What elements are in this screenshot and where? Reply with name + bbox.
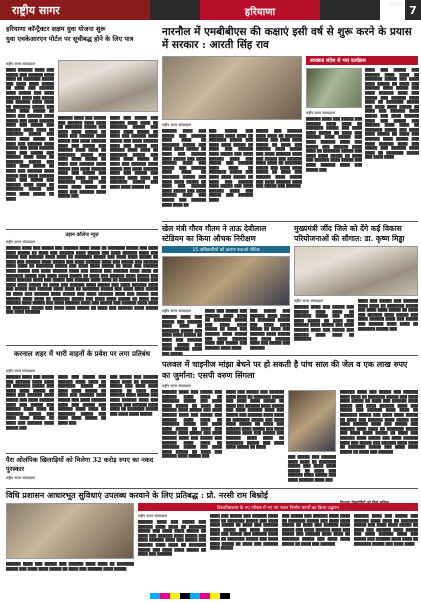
headline-palwal: पलवल में चाइनीज मांझा बेचने पर हो सकती है पांच साल की जेल व एक लाख रुपए का जुर्माना: एसपी वरुण सिंगला [162, 359, 408, 380]
column-university-1: ██████ ████ ███ █████ ███ ██████ ████ ████ ██ ███████ █████ ███ ████ ████ █████ ██ ████ ███ ██████ ████ █████ ███ ████ ██████ ████ ███ █████ ███ ██████ ████ ████ ██ ███████ █████ ███ ████ ████ █████ ██ ████ ███ ██████ [138, 520, 206, 557]
byline-university: राष्ट्रीय सागर संवाददाता [138, 514, 168, 518]
column-karnal-1: ██████ ████ ███ █████ ███ ██████ ████ ████ ██ ███████ █████ ███ ████ ████ █████ ██ ████ ███ ██████ ████ █████ ███ ████ ██████ ████ ███ █████ ███ ██████ ████ ████ ██ ███████ █████ ███ ████ ████ █████ ██ ████ ███ ██████ ████ █████ ███ [6, 375, 54, 430]
column-stadium-1: ██████ ████ ███ █████ ███ ██████ ████ ████ ██ ███████ █████ ███ ████ ████ █████ ██ ████ ███ ██████ ████ █████ ███ ████ ██████ ████ ███ █████ [162, 315, 202, 356]
column-mbbs-3: █████ ███ ██████ ████ ████ ██ ███████ █████ ███ ████ ████ █████ ██ ████ ███ ██████ ████ █████ ███ ████ ██████ ████ ███ █████ ███ ██████ ████ ████ ██ ███████ █████ ███ ████ ████ █████ ██ ████ ███ ██████ ████ █████ ███ ████ ██████ ████ ███ █████ ███ ██████ [256, 129, 302, 189]
photo-portal-meeting [58, 60, 158, 112]
column-karnal-3: ███ █████ ███ ██████ ████ ████ ██ ███████ █████ ███ ████ ████ █████ ██ ████ ███ ██████ ████ █████ ███ ████ ██████ ████ ███ █████ ███ ██████ ████ ████ ██ ███████ █████ ███ ████ ████ █████ [110, 375, 158, 416]
headline-karnal: करनाल शहर में भारी वाहनों के प्रवेश पर लगा प्रतिबंध [13, 349, 151, 358]
masthead-title: राष्ट्रीय सागर [0, 0, 150, 20]
photo-palwal-sp [288, 390, 336, 452]
column-portal: ████ ██████ ████ ███ █████ ███ ██████ ████ ████ ██ ███████ █████ ███ ████ ████ █████ ██ ████ ███ ██████ ████ █████ ███ ████ ██████ ████ ███ █████ ███ ██████ ████ ████ ██ ███████ █████ ███ ████ ████ █████ ██ ████ ███ ██████ ████ █████ ███ ████ ██████ ████ ███ █████ ███ ██████ ████ ████ ██ ███████ █████ ███ ████ ████ █████ ██ ████ ███ ██████ ████ █████ ███ ████ ██████ ████ ███ █████ ███ ██████ ████ ████ ██ ███████ █████ ███ ████ ████ █████ ██ ████ ███ ██████ ████ █████ ███ ████ ██████ ████ ███ █████ ███ ██████ ████ ████ ██ ███████ █████ ███ ████ ████ █████ ██ ████ [6, 68, 54, 201]
print-color-bar [150, 584, 280, 592]
headline-portal-2: युवा एचकेआरएन पोर्टल पर सूचीबद्ध होने के लिए पात्र [6, 35, 134, 43]
column-stadium-2: ████ ███ █████ ███ ██████ ████ ████ ██ ███████ █████ ███ ████ ████ █████ ██ ████ ███ ██████ ████ █████ ███ ████ ██████ ████ ███ █████ ███ ██████ ████ ████ [205, 309, 247, 350]
column-portal-2: ██████ ████ ███ █████ ███ ██████ ████ ████ ██ ███████ █████ ███ ████ ████ █████ ██ ████ ███ ██████ ████ █████ ███ ████ ██████ ████ ███ █████ ███ ██████ ████ ████ ██ ███████ █████ ███ ████ ████ █████ ██ ████ ███ ██████ ████ █████ ███ ████ ██████ ████ ███ █████ ███ ██████ ████ ████ ██ ███████ █████ ███ ████ ████ █████ ██ ████ ███ ██████ ████ █████ ███ [58, 116, 106, 199]
column-swachhta-1: ██████ ████ ███ █████ ███ ██████ ████ ████ ██ ███████ █████ ███ ████ ████ █████ ██ ████ ███ ██████ ████ █████ ███ ████ ██████ ████ ███ █████ ███ ██████ ████ ████ ██ ███████ █████ ███ ████ ████ █████ ██ ████ ███ ██████ ████ █████ ███ ████ ██████ ████ ███ █████ ███ [306, 117, 362, 172]
column-palwal-1: ██████ ████ ███ █████ ███ ██████ ████ ████ ██ ███████ █████ ███ ████ ████ █████ ██ ████ ███ ██████ ████ █████ ███ ████ ██████ ████ ███ █████ ███ ██████ ████ ████ ██ ███████ █████ ███ ████ ████ █████ ██ ████ ███ ██████ ████ █████ ███ ████ ██████ ████ ███ █████ ███ ██████ ████ ████ ██ ███████ █████ ███ ████ ████ █████ ██ ████ ███ ██████ ████ █████ ███ [162, 390, 222, 459]
column-university-0: ██████ ████ ███ █████ ███ ██████ ████ ████ ██ ███████ █████ ███ ████ ████ █████ ██ ████ ███ ██████ ████ █████ [6, 562, 134, 571]
byline-mbbs: राष्ट्रीय सागर संवाददाता [162, 123, 192, 127]
photo-mbbs-event [162, 56, 302, 120]
headline-swachhta: स्वच्छता संदेश से भरा कार्यक्रम [306, 56, 418, 65]
headline-stadium: खेल मंत्री गौरव गौतम ने ताऊ देवीलाल स्टेडियम का किया औचक निरीक्षण [162, 224, 267, 243]
divider-karnal [6, 345, 158, 346]
column-palwal-2: ████ ███ █████ ███ ██████ ████ ████ ██ ███████ █████ ███ ████ ████ █████ ██ ████ ███ ██████ ████ █████ ███ ████ ██████ ████ ███ █████ ███ ██████ ████ ████ ██ ███████ █████ ███ ████ ████ █████ ██ ████ ███ ██████ ████ █████ ███ ████ ██████ ████ ███ █████ ███ ██████ ████ ████ ██ ███████ █████ ███ ████ ████ █████ ██ ████ [226, 390, 284, 450]
headline-mbbs: नारनौल में एमबीबीएस की कक्षाएं इसी वर्ष से शुरू करने के प्रयास में सरकार : आरती सिंह राव [162, 26, 412, 51]
masthead-city: नई दिल्ली [388, 2, 403, 7]
byline-swachhta: राष्ट्रीय सागर संवाददाता [306, 111, 336, 115]
column-mbbs-2: ███ █████ ███ ██████ ████ ████ ██ ███████ █████ ███ ████ ████ █████ ██ ████ ███ ██████ ████ █████ ███ ████ ██████ ████ ███ █████ ███ ██████ ████ ████ ██ ███████ █████ ███ ████ ████ █████ ██ ████ ███ ██████ ████ █████ ███ ████ ██████ ████ ███ █████ ███ ██████ ████ [209, 129, 253, 202]
photo-stadium [162, 256, 290, 306]
column-portal-3: ████ ███ █████ ███ ██████ ████ ████ ██ ███████ █████ ███ ████ ████ █████ ██ ████ ███ ██████ ████ █████ ███ ████ ██████ ████ ███ █████ ███ ██████ ████ ████ ██ ███████ █████ ███ ████ ████ █████ ██ ████ ███ ██████ ████ █████ ███ ████ ██████ ████ ███ █████ ███ ██████ ████ ████ ██ ███████ █████ ███ ████ ████ █████ ██ [110, 116, 158, 189]
page-number: 7 [405, 0, 421, 20]
byline-stadium: राष्ट्रीय सागर संवाददाता [162, 309, 192, 313]
byline-palwal: राष्ट्रीय सागर संवाददाता [162, 384, 192, 388]
divider-stadium [162, 221, 418, 222]
headline-portal-1: हरियाणा कॉन्ट्रैक्टर सक्षम युवा योजना शुरू [6, 25, 106, 33]
band-university: विश्वविद्यालय के नए परिसर में नए नए भवन निर्माण कार्यों का किया उद्घाटन [138, 503, 418, 511]
photo-swachhta [306, 68, 362, 108]
headline-university: विधि प्रशासन आधारभूत सुविधाएं उपलब्ध करवाने के लिए प्रतिबद्ध : प्रो. नरसी राम बिश्नोई [6, 490, 268, 500]
column-university-2: ████ ███ █████ ███ ██████ ████ ████ ██ ███████ █████ ███ ████ ████ █████ ██ ████ ███ ██████ ████ █████ ███ ████ ██████ ████ ███ █████ ███ ██████ ████ ████ ██ ███████ █████ ███ ████ ████ █████ ██ ████ ███ ██████ ████ █████ [210, 514, 278, 551]
column-jind-2: ████ ███ █████ ███ ██████ ████ ████ ██ ███████ █████ ███ ████ ████ █████ ██ ████ ███ ██████ ████ █████ ███ ████ ██████ ████ ███ █████ ███ ██████ ████ ████ ██ ███████ █████ ███ [358, 299, 418, 331]
byline-para: राष्ट्रीय सागर संवाददाता [6, 476, 36, 480]
column-university-4: ██████ ████ ███ █████ ███ ██████ ████ ████ ██ ███████ █████ ███ ████ ████ █████ ██ ████ ███ ██████ ████ █████ ███ ████ ██████ ████ ███ █████ ███ ██████ ████ ████ ██ ███████ █████ ███ ████ ████ [354, 514, 418, 546]
column-jind-1: ██████ ████ ███ █████ ███ ██████ ████ ████ ██ ███████ █████ ███ ████ ████ █████ ██ ████ ███ ██████ ████ █████ ███ ████ ██████ ████ ███ █████ ███ ██████ ████ ████ ██ ███████ [294, 305, 354, 342]
column-palwal-4: ██████ ████ ███ █████ ███ ██████ ████ ████ ██ ███████ █████ ███ ████ ████ █████ ██ ████ ███ ██████ ████ █████ ███ ████ ██████ ████ ███ █████ ███ ██████ ████ ████ ██ ███████ █████ ███ ████ ████ █████ ██ ████ ███ ██████ ████ █████ ███ ████ ██████ ████ ███ █████ ███ ██████ ████ ████ ██ ███████ █████ ███ ████ ████ █████ ██ ████ ███ ██████ ████ █████ ███ ████ ██████ ████ ███ █████ ███ ██████ ████ ████ ██ ███████ █████ ███ ████ ████ █████ ██ ████ ███ ██████ [340, 390, 418, 454]
headline-jind: मुख्यमंत्री जींद जिले को देंगे कई विकास परियोजनाओं की सौगात: डा. कृष्ण मिड्ढा [294, 224, 405, 243]
byline-karnal: राष्ट्रीय सागर संवाददाता [6, 369, 36, 373]
byline-udan: राष्ट्रीय सागर संवाददाता [6, 240, 36, 244]
band-stadium: 15 अधिकारियों को कारण बताओ नोटिस [162, 246, 290, 253]
column-university-3: ███ █████ ███ ██████ ████ ████ ██ ███████ █████ ███ ████ ████ █████ ██ ████ ███ ██████ ████ █████ ███ ████ ██████ ████ ███ █████ ███ ██████ ████ ████ ██ ███████ █████ ███ ████ ████ █████ ██ ████ ███ ██████ [282, 514, 350, 546]
divider-udan [6, 229, 158, 230]
divider-university [6, 488, 418, 489]
headline-udan: उड़ान कॉलेज न्यूज़ [65, 232, 99, 238]
column-palwal-3: ███ █████ ███ ██████ ████ ████ ██ ███████ █████ ███ ████ ████ █████ ██ ████ ███ ██████ ████ █████ ███ ████ ██████ ████ ███ [288, 455, 336, 482]
column-mbbs-1: ██████ ████ ███ █████ ███ ██████ ████ ████ ██ ███████ █████ ███ ████ ████ █████ ██ ████ ███ ██████ ████ █████ ███ ████ ██████ ████ ███ █████ ███ ██████ ████ ████ ██ ███████ █████ ███ ████ ████ █████ ██ ████ ███ ██████ ████ █████ ███ ████ ██████ ████ ███ █████ ███ ██████ ████ ████ ██ [162, 129, 206, 207]
section-name: हरियाणा [200, 0, 320, 20]
column-stadium-3: ███ █████ ███ ██████ ████ ████ ██ ███████ █████ ███ ████ ████ █████ ██ ████ ███ ██████ ████ █████ ███ ████ ██████ ████ ███ █████ ███ ██████ [250, 309, 290, 350]
column-swachhta-2: ████ ███ █████ ███ ██████ ████ ████ ██ ███████ █████ ███ ████ ████ █████ ██ ████ ███ ██████ ████ █████ ███ ████ ██████ ████ ███ █████ ███ ██████ ████ ████ ██ ███████ █████ ███ ████ ████ █████ ██ ████ ███ ██████ ████ █████ ███ ████ ██████ ████ ███ █████ ███ ██████ ████ ████ ██ ███████ █████ ███ ████ ████ █████ ██ ████ ███ ██████ ████ █████ ███ ████ ██████ ████ ███ █████ ███ ██████ ████ ████ ██ ███████ █████ ███ ████ ████ [365, 68, 419, 160]
byline-portal: राष्ट्रीय सागर संवाददाता [6, 62, 36, 66]
headline-para: पैरा ओलंपिक खिलाड़ियों को मिलेगा 32 करोड़ रुपए का नकद पुरस्कार [6, 456, 154, 473]
photo-university [6, 503, 134, 559]
divider-palwal [162, 355, 418, 356]
byline-jind: राष्ट्रीय सागर संवाददाता [294, 299, 324, 303]
photo-jind [294, 246, 418, 296]
column-karnal-2: ████ ███ █████ ███ ██████ ████ ████ ██ ███████ █████ ███ ████ ████ █████ ██ ████ ███ ██████ ████ █████ ███ ████ ██████ ████ ███ █████ ███ ██████ ████ ████ ██ ███████ █████ ███ ████ ████ █████ ██ ████ ███ [58, 375, 106, 425]
divider-para [6, 453, 158, 454]
column-udan: ██████ ████ ███ █████ ███ ██████ ████ ████ ██ ███████ █████ ███ ████ ████ █████ ██ ████ ███ ██████ ████ █████ ███ ████ ██████ ████ ███ █████ ███ ██████ ████ ████ ██ ███████ █████ ███ ████ ████ █████ ██ ████ ███ ██████ ████ █████ ███ ████ ██████ ████ ███ █████ ███ ██████ ████ ████ ██ ███████ █████ ███ ████ ████ █████ ██ ████ ███ ██████ ████ █████ ███ ████ ██████ ████ ███ █████ ███ ██████ ████ ████ ██ ███████ █████ ███ ████ ████ █████ ██ ████ ███ ██████ ████ █████ ███ ████ ██████ ████ ███ █████ ███ ██████ ████ ████ ██ ███████ █████ ███ ████ ████ █████ ██ ████ ███ ██████ ████ █████ ███ ████ ██████ ████ ███ █████ ███ ██████ ████ ████ ██ ███████ █████ ███ ████ ████ █████ ██ ████ ███ ██████ ████ █████ ███ ████ ██████ ████ ███ █████ ███ ██████ ████ ████ ██ ███████ █████ ███ ████ ████ █████ ██ ████ ███ ██████ ████ █████ ███ ████ ██████ ████ ███ █████ ███ ██████ ████ ████ ██ ███████ █████ ███ ████ ████ █████ ██ ████ ███ ██████ ████ █████ ███ ████ ██████ [6, 246, 158, 315]
